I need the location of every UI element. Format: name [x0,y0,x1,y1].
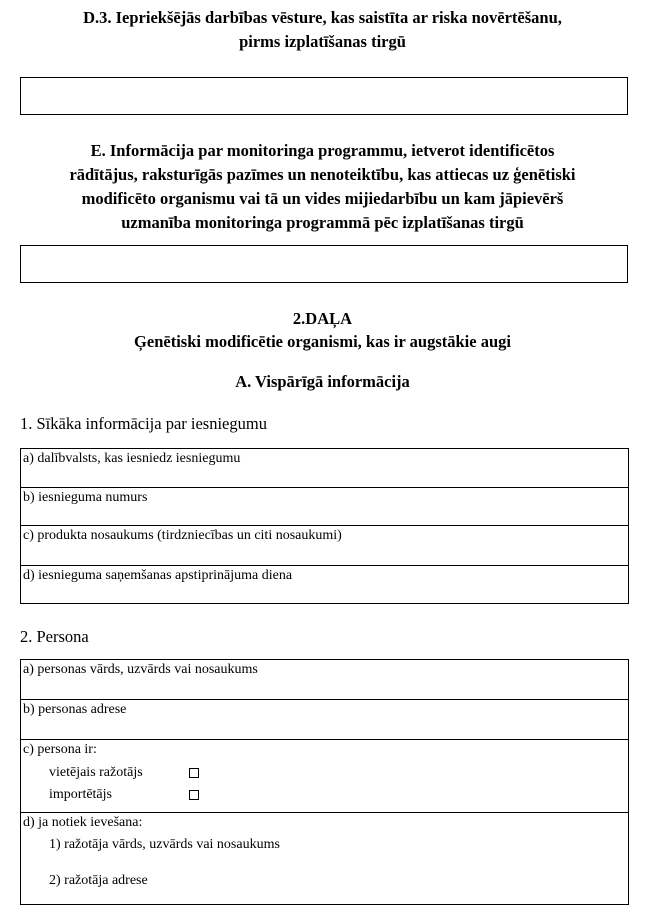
import-label: d) ja notiek ievešana: [23,815,143,830]
table-row[interactable] [21,526,629,566]
section2-label: 2. Persona [20,627,89,646]
table-row[interactable] [21,660,629,700]
option-label: importētājs [49,787,112,802]
receipt-date-field[interactable]: d) iesnieguma saņemšanas apstiprinājuma diena [21,566,629,604]
heading-line: uzmanība monitoringa programmā pēc izplatīšanas tirgū [121,213,524,232]
producer-name-field[interactable]: 1) ražotāja vārds, uzvārds vai nosaukums [49,837,280,852]
submission-details-table [20,448,629,604]
person-table [20,659,629,905]
part2-label: 2.DAĻA [292,309,353,328]
producer-address-field[interactable]: 2) ražotāja adrese [49,873,148,888]
part2-title: Ģenētiski modificētie organismi, kas ir augstākie augi [134,332,511,351]
section-e-heading [20,139,625,235]
section-d3-answer-box[interactable] [20,77,628,115]
heading-line: pirms izplatīšanas tirgū [239,32,406,51]
submission-number-field[interactable]: b) iesnieguma numurs [21,488,629,526]
section-a-title: A. Vispārīgā informācija [235,372,410,391]
heading-line: E. Informācija par monitoringa programmu, ietverot identificētos [90,141,555,160]
section-d3-heading [20,6,625,54]
option-local-producer[interactable] [23,762,626,784]
table-row[interactable] [21,700,629,740]
option-label: vietējais ražotājs [49,765,143,780]
table-row[interactable] [21,488,629,526]
table-row[interactable] [21,566,629,604]
person-address-field[interactable]: b) personas adrese [21,700,629,740]
table-row [21,813,629,905]
member-state-field[interactable]: a) dalībvalsts, kas iesniedz iesniegumu [21,449,629,488]
table-row[interactable] [21,449,629,488]
product-name-field[interactable]: c) produkta nosaukums (tirdzniecības un citi nosaukumi) [21,526,629,566]
import-cell [21,813,629,905]
local-producer-checkbox[interactable] [189,768,199,778]
importer-checkbox[interactable] [189,790,199,800]
person-type-label: c) persona ir: [23,742,97,757]
table-row [21,740,629,813]
heading-line: modificēto organismu vai tā un vides mijiedarbību un kam jāpievērš [81,189,564,208]
section-e-answer-box[interactable] [20,245,628,283]
person-name-field[interactable]: a) personas vārds, uzvārds vai nosaukums [21,660,629,700]
heading-line: D.3. Iepriekšējās darbības vēsture, kas saistīta ar riska novērtēšanu, [83,8,562,27]
person-type-cell [21,740,629,813]
heading-line: rādītājus, raksturīgās pazīmes un nenoteiktību, kas attiecas uz ģenētiski [69,165,576,184]
option-importer[interactable] [23,784,626,806]
section1-label: 1. Sīkāka informācija par iesniegumu [20,414,267,433]
